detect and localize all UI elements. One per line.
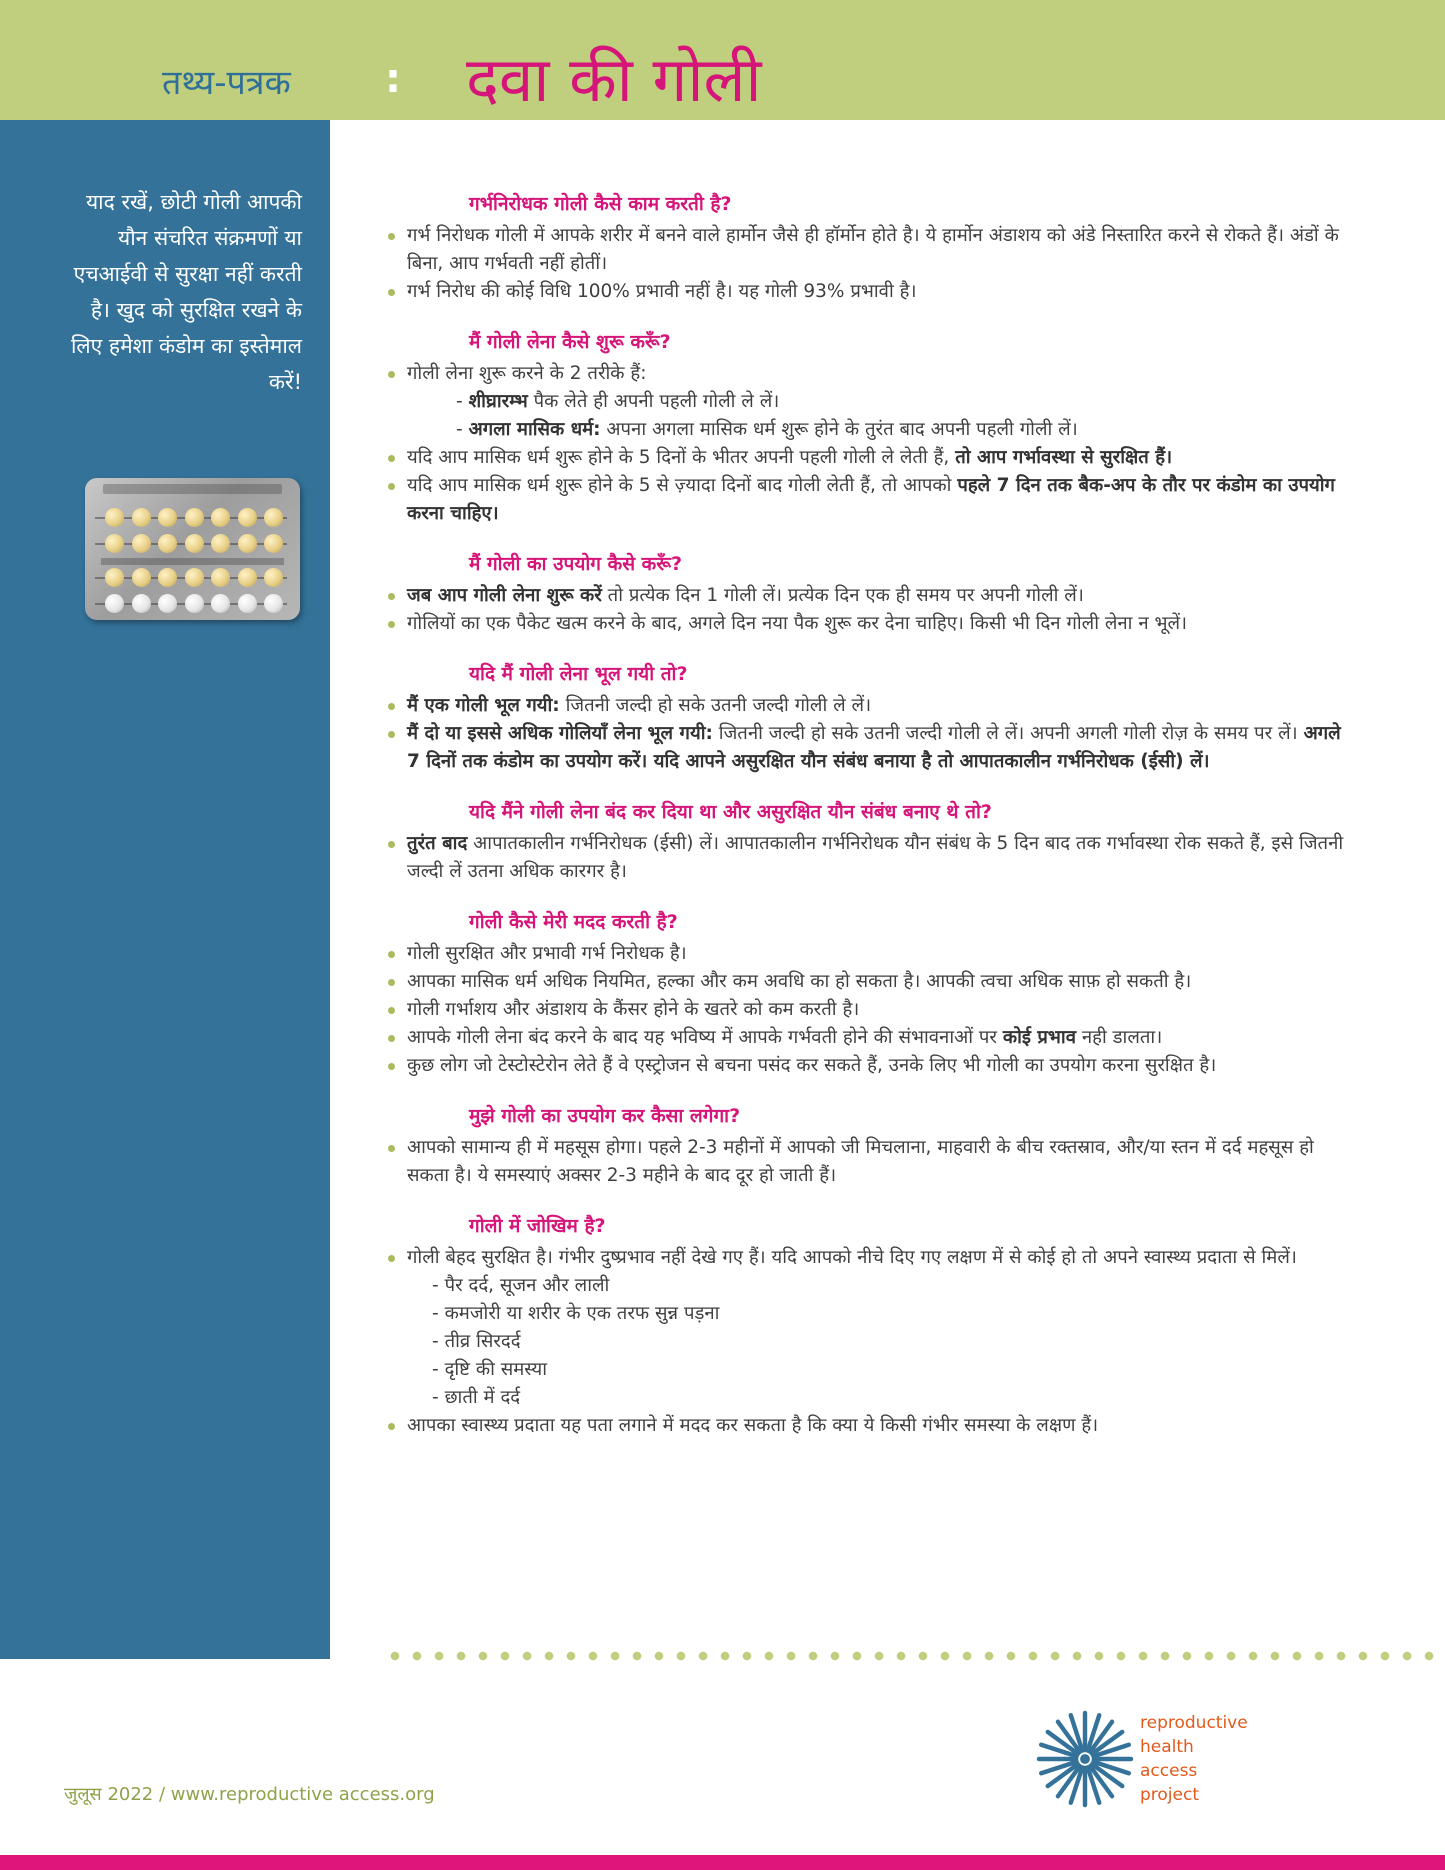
sub-item [386,388,1346,416]
pill [238,568,257,587]
bullet-list [386,940,1346,1080]
bold-text: पहले 7 दिन तक बैक-अप के तौर पर कंडोम का उपयोग करना चाहिए। [407,475,1335,524]
bullet-list [386,360,1346,528]
pill [158,534,177,553]
item-text: जितनी जल्दी हो सके उतनी जल्दी गोली ले लें। अपनी अगली गोली रोज़ के समय पर लें। [712,723,1304,744]
item-text: तो प्रत्येक दिन 1 गोली लें। प्रत्येक दिन एक ही समय पर अपनी गोली लें। [601,585,1084,606]
bullet-item [386,610,1346,638]
item-text: दृष्टि की समस्या [444,1359,548,1380]
doc-type-label: तथ्य-पत्रक [162,63,291,103]
pill [264,534,283,553]
section-heading: यदि मैंने गोली लेना बंद कर दिया था और असुरक्षित यौन संबंध बनाए थे तो? [469,801,992,823]
bold-text: मैं एक गोली भूल गयी: [407,695,560,716]
item-text: कुछ लोग जो टेस्टोस्टेरोन लेते हैं वे एस्ट्रोजन से बचना पसंद कर सकते हैं, उनके लिए भी गोली का उपयोग करना सुरक्षित है। [407,1055,1217,1076]
pill [185,594,204,613]
bullet-item [386,1052,1346,1080]
section-heading: गोली कैसे मेरी मदद करती है? [469,911,678,933]
bullet-item [386,996,1346,1024]
bullet-item [386,278,1346,306]
list-dash: - [432,1331,445,1352]
logo-line: health [1140,1737,1194,1757]
pill-pack-label [103,484,282,494]
pill-row [105,594,283,614]
section-heading: गर्भनिरोधक गोली कैसे काम करती है? [469,193,732,215]
pill [185,508,204,527]
item-text: जितनी जल्दी हो सके उतनी जल्दी गोली ले लें। [559,695,872,716]
bullet-item [386,1412,1346,1440]
list-dash: - [456,391,469,412]
wheel-logo-icon [1036,1710,1134,1808]
sidebar [0,120,330,1659]
pill [105,594,124,613]
item-text: गोली लेना शुरू करने के 2 तरीके हैं: [407,363,647,384]
page-title: दवा की गोली [466,43,762,116]
bottom-band [0,1855,1445,1870]
logo-line: reproductive [1140,1713,1248,1733]
pill [264,508,283,527]
pill [132,508,151,527]
bullet-item [386,444,1346,472]
sub-item [386,1384,1346,1412]
dotted-divider [384,1650,1445,1662]
pill [238,594,257,613]
list-dash: - [432,1275,445,1296]
bullet-list [386,692,1346,776]
bullet-item [386,968,1346,996]
section-heading: मैं गोली लेना कैसे शुरू करूँ? [469,331,671,353]
bullet-list [386,222,1346,306]
item-text: छाती में दर्द [444,1387,521,1408]
sub-item [386,1300,1346,1328]
bullet-item [386,1134,1346,1190]
item-text: गर्भ निरोध की कोई विधि 100% प्रभावी नहीं है। यह गोली 93% प्रभावी है। [407,281,917,302]
item-text: आपका मासिक धर्म अधिक नियमित, हल्का और कम अवधि का हो सकता है। आपकी त्वचा अधिक साफ़ हो सकती है। [407,971,1192,992]
bullet-item [386,692,1346,720]
item-text: पैक लेते ही अपनी पहली गोली ले लें। [527,391,780,412]
item-text: गोली बेहद सुरक्षित है। गंभीर दुष्प्रभाव नहीं देखे गए हैं। यदि आपको नीचे दिए गए लक्षण में से कोई हो तो अपने स्वास्थ्य प्रदाता से मिलें। [407,1247,1297,1268]
pill [211,568,230,587]
item-text: गोली गर्भाशय और अंडाशय के कैंसर होने के खतरे को कम करती है। [407,999,860,1020]
pill [132,534,151,553]
bullet-list [386,1134,1346,1190]
pill [211,534,230,553]
bullet-item [386,1024,1346,1052]
section-heading: मुझे गोली का उपयोग कर कैसा लगेगा? [469,1105,741,1127]
section-heading: मैं गोली का उपयोग कैसे करूँ? [469,553,683,575]
bullet-item [386,940,1346,968]
header-separator: : [385,56,401,102]
list-dash: - [432,1303,445,1324]
bold-text: अगले 7 दिनों तक कंडोम का उपयोग करें। यदि आपने असुरक्षित यौन संबंध बनाया है तो आपातकालीन गर्भनिरोधक (ईसी) लें। [407,723,1341,772]
pill [158,594,177,613]
item-text: नही डालता। [1076,1027,1163,1048]
section-heading: गोली में जोखिम है? [469,1215,606,1237]
item-text: गोली सुरक्षित और प्रभावी गर्भ निरोधक है। [407,943,687,964]
bullet-item [386,830,1346,886]
pill [132,568,151,587]
item-text: पैर दर्द, सूजन और लाली [444,1275,610,1296]
pill-pack-image [85,478,300,620]
logo-text [1140,1711,1248,1807]
pill [264,594,283,613]
bold-text: अगला मासिक धर्म: [468,419,601,440]
bold-text: तुरंत बाद [407,833,468,854]
pill [238,508,257,527]
sidebar-note: याद रखें, छोटी गोली आपकी यौन संचरित संक्रमणों या एचआईवी से सुरक्षा नहीं करती है। खुद को सुरक्षित रखने के लिए हमेशा कंडोम का इस्तेमाल करें! [70,190,302,394]
item-text: तीव्र सिरदर्द [444,1331,521,1352]
item-text: आपके गोली लेना बंद करने के बाद यह भविष्य में आपके गर्भवती होने की संभावनाओं पर [407,1027,1003,1048]
bullet-item [386,472,1346,528]
pill [158,568,177,587]
pill [264,568,283,587]
pill-row [105,568,283,588]
list-dash: - [432,1387,445,1408]
item-text: यदि आप मासिक धर्म शुरू होने के 5 से ज़्यादा दिनों बाद गोली लेती हैं, तो आपको [407,475,958,496]
pill [211,508,230,527]
bullet-item [386,582,1346,610]
logo-line: project [1140,1785,1200,1805]
bullet-item [386,1244,1346,1272]
list-dash: - [432,1359,445,1380]
bullet-item [386,360,1346,388]
list-dash: - [456,419,469,440]
bold-text: जब आप गोली लेना शुरू करें [407,585,602,606]
bullet-item [386,222,1346,278]
sub-item [386,1356,1346,1384]
pill [211,594,230,613]
pill [185,534,204,553]
item-text: आपका स्वास्थ्य प्रदाता यह पता लगाने में मदद कर सकता है कि क्या ये किसी गंभीर समस्या के लक्षण हैं। [407,1415,1099,1436]
bullet-list [386,1244,1346,1440]
logo-line: access [1140,1761,1198,1781]
bullet-list [386,830,1346,886]
item-text: यदि आप मासिक धर्म शुरू होने के 5 दिनों के भीतर अपनी पहली गोली ले लेती हैं, [407,447,956,468]
section-heading: यदि मैं गोली लेना भूल गयी तो? [469,663,688,685]
pill [132,594,151,613]
footer-date-url: जुलूस 2022 / www.reproductive access.org [64,1784,435,1805]
pill [238,534,257,553]
sub-item [386,416,1346,444]
bullet-list [386,582,1346,638]
item-text: कमजोरी या शरीर के एक तरफ सुन्न पड़ना [444,1303,720,1324]
item-text: अपना अगला मासिक धर्म शुरू होने के तुरंत बाद अपनी पहली गोली लें। [600,419,1078,440]
pill-pack-band [101,558,284,565]
item-text: गोलियों का एक पैकेट खत्म करने के बाद, अगले दिन नया पैक शुरू कर देना चाहिए। किसी भी दिन गोली लेना न भूलें। [407,613,1188,634]
bold-text: मैं दो या इससे अधिक गोलियाँ लेना भूल गयी: [407,723,713,744]
main-content [386,190,1346,1440]
pill [105,508,124,527]
item-text: आपको सामान्य ही में महसूस होगा। पहले 2-3 महीनों में आपको जी मिचलाना, माहवारी के बीच रक्तस्राव, और/या स्तन में दर्द महसूस हो सकता है। ये समस्याएं अक्सर 2-3 महीने के बाद दूर हो जाती हैं। [407,1137,1314,1186]
sub-item [386,1272,1346,1300]
sub-item [386,1328,1346,1356]
pill [158,508,177,527]
item-text: गर्भ निरोधक गोली में आपके शरीर में बनने वाले हार्मोन जैसे ही हॉर्मोन होते है। ये हार्मोन अंडाशय को अंडे निस्तारित करने से रोकते हैं। अंडों के बिना, आप गर्भवती नहीं होतीं। [407,225,1339,274]
bullet-item [386,720,1346,776]
pill-row [105,508,283,528]
pill-row [105,534,283,554]
item-text: आपातकालीन गर्भनिरोधक (ईसी) लें। आपातकालीन गर्भनिरोधक यौन संबंध के 5 दिन बाद तक गर्भावस्था रोक सकते हैं, इसे जितनी जल्दी लें उतना अधिक कारगर है। [407,833,1344,882]
pill [105,568,124,587]
pill [185,568,204,587]
bold-text: शीघ्रारम्भ [468,391,528,412]
pill [105,534,124,553]
bold-text: तो आप गर्भावस्था से सुरक्षित हैं। [955,447,1173,468]
bold-text: कोई प्रभाव [1002,1027,1076,1048]
